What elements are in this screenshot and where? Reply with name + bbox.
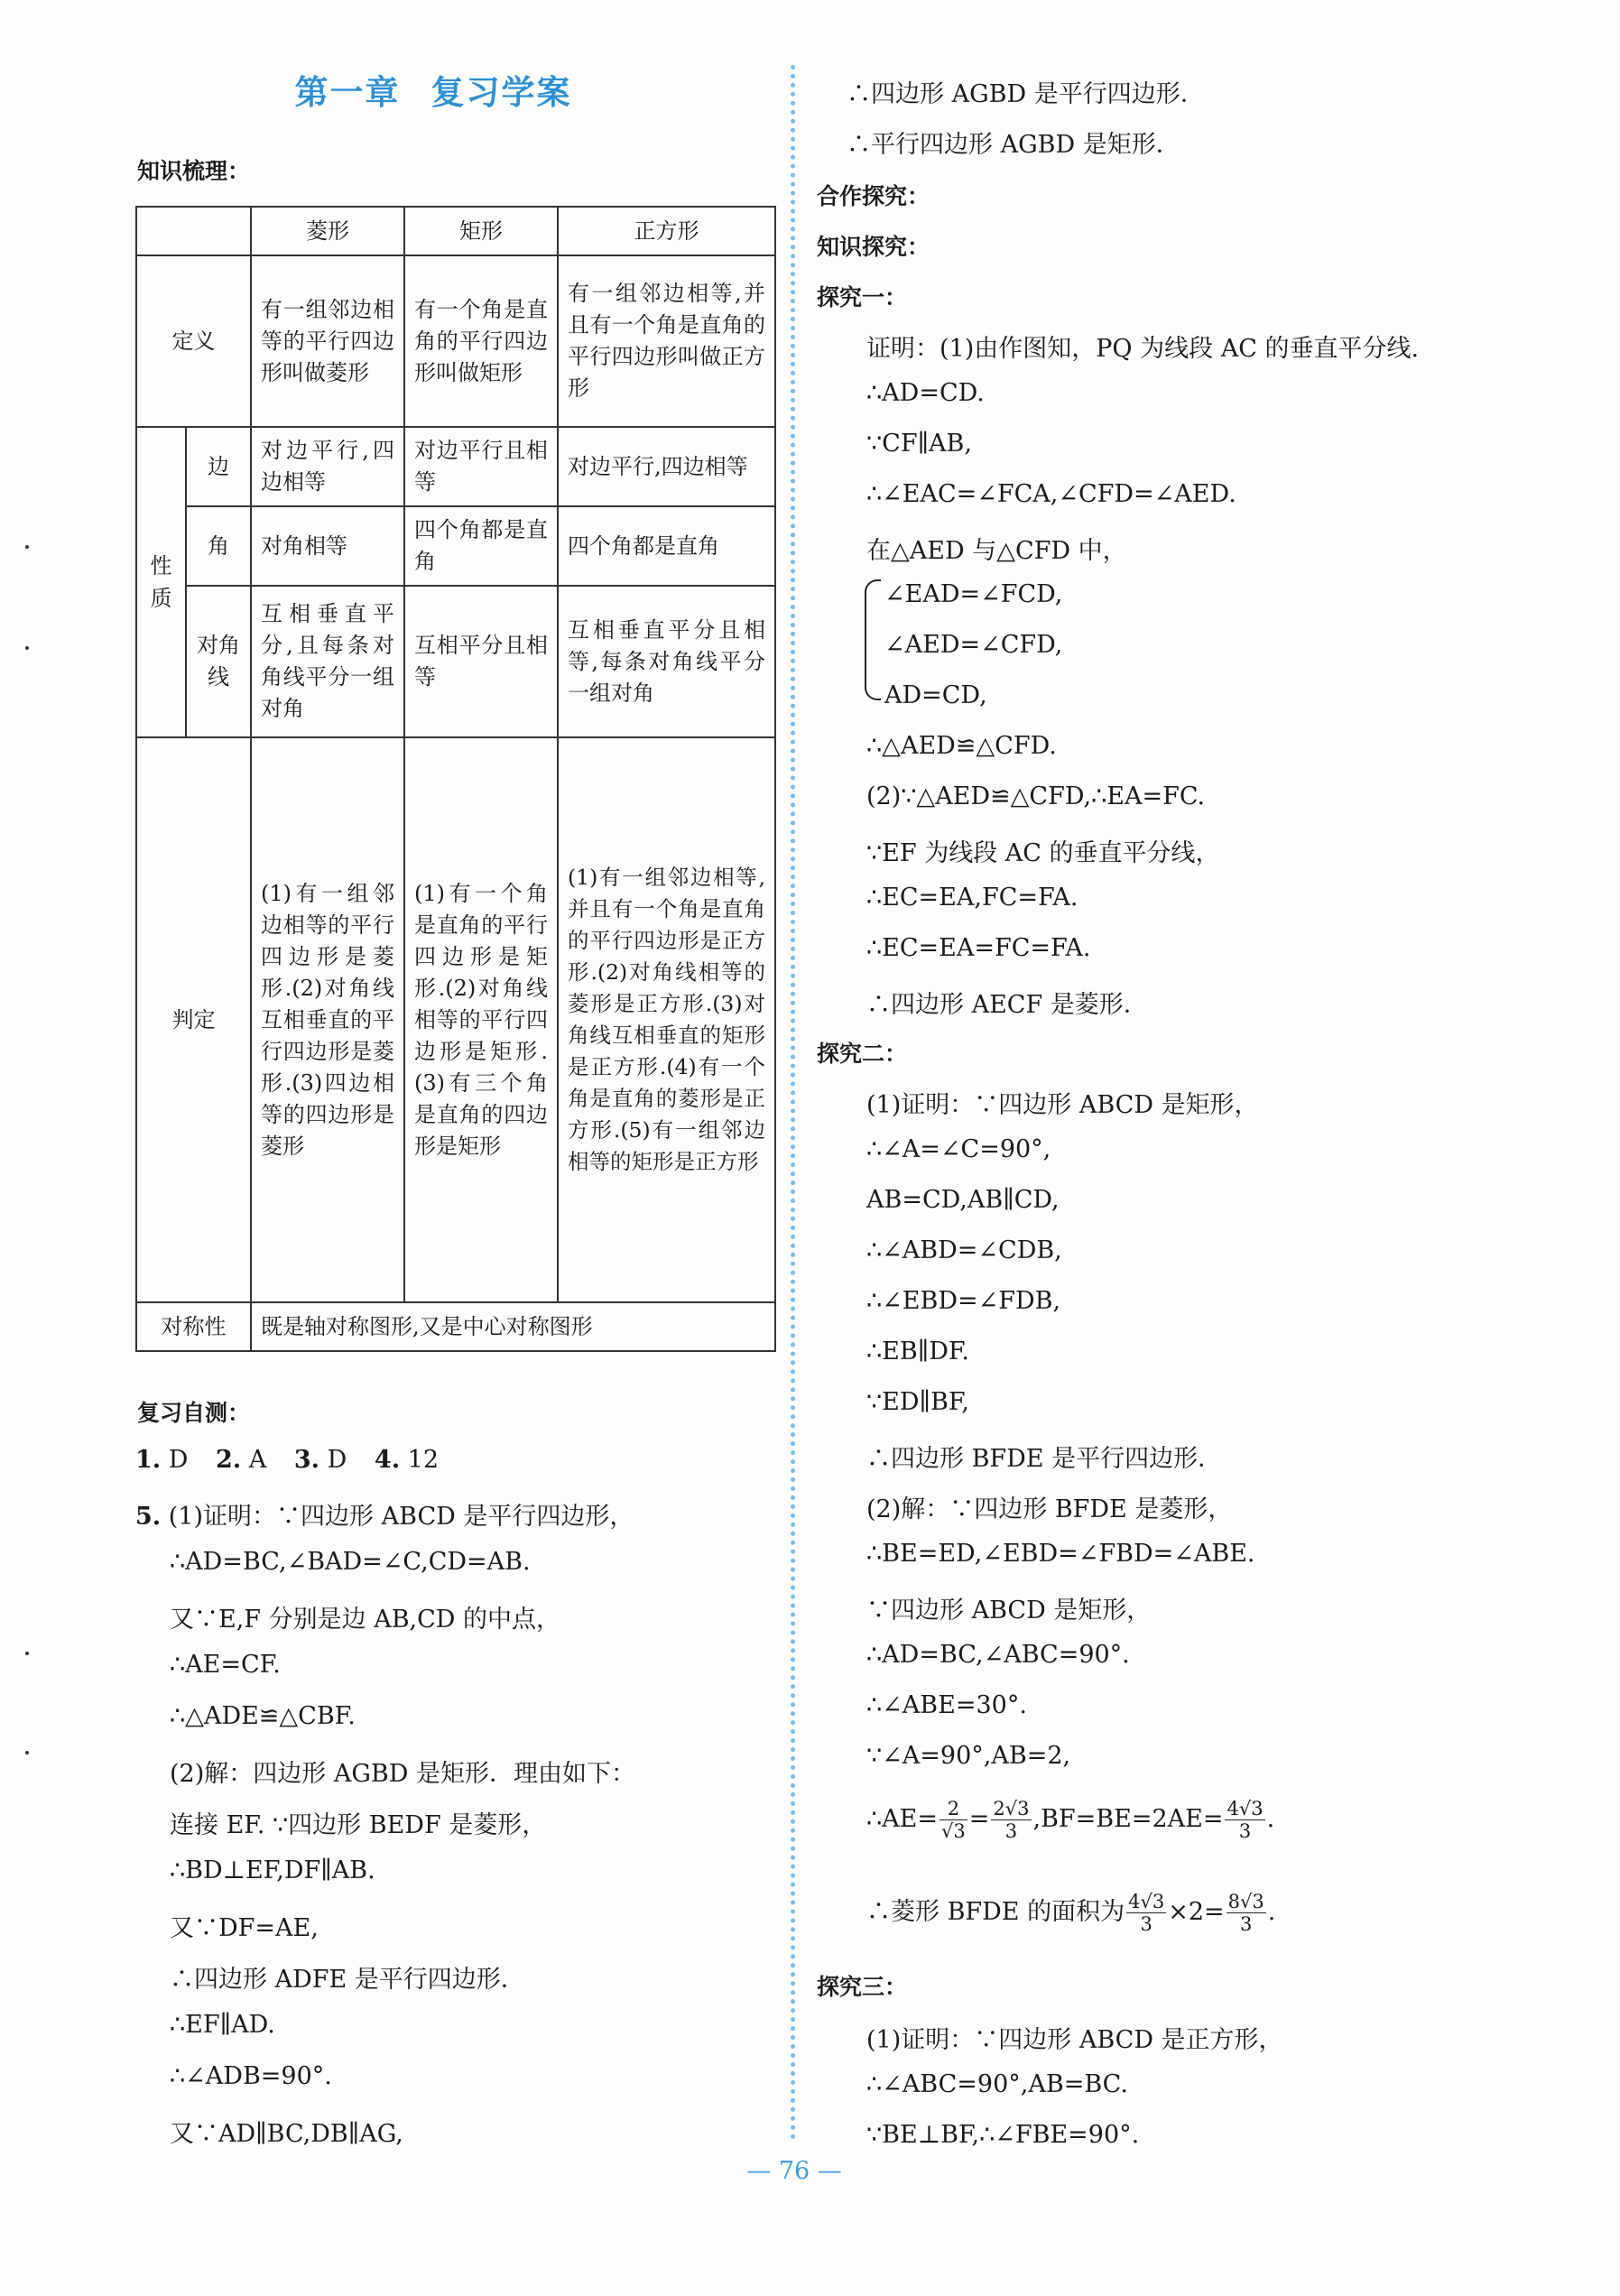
row-label-criteria: 判定 [136,737,251,1302]
explore3-line: (1)证明：∵四边形 ABCD 是正方形， [866,2026,1283,2054]
explore1-line: AD=CD, [884,681,987,709]
explore1-line: ∵CF∥AB, [866,430,972,458]
column-divider [791,65,795,2141]
knowledge-heading: 知识梳理： [137,158,251,184]
page-number: — 76 — [746,2157,842,2185]
explore-three-heading: 探究三： [817,1974,908,2000]
explore1-line: ∴四边形 AECF 是菱形． [866,991,1148,1019]
definition-square: 有一组邻边相等,并且有一个角是直角的平行四边形叫做正方形 [558,255,775,427]
margin-dot [25,1751,29,1754]
explore2-line: (2)解：∵四边形 BFDE 是菱形， [866,1495,1233,1523]
symmetry-text: 既是轴对称图形,又是中心对称图形 [251,1302,775,1351]
explore2-line: ∴∠ABD=∠CDB, [866,1236,1062,1264]
knowledge-explore-heading: 知识探究： [817,234,930,260]
cooperation-heading: 合作探究： [817,183,930,209]
row-label-angles: 角 [186,506,251,586]
explore1-line: ∠EAD=∠FCD, [884,580,1063,608]
area-equation: ∴菱形 BFDE 的面积为 $\frac{4√3}{3}$ ×2= $\frac{8√3}{3}$ . [866,1891,1276,1935]
self-test-heading: 复习自测： [137,1400,251,1426]
row-label-symmetry: 对称性 [136,1302,251,1351]
explore1-line: 证明：(1)由作图知，PQ 为线段 AC 的垂直平分线. [866,335,1420,363]
knowledge-table [135,206,776,1352]
q5-line: ∴BD⊥EF,DF∥AB. [170,1856,375,1884]
explore1-line: ∵EF 为线段 AC 的垂直平分线， [866,839,1220,867]
q5-line: 又∵DF=AE, [170,1914,319,1942]
brace-symbol [865,579,881,700]
explore2-line: ∴∠A=∠C=90°, [866,1135,1051,1163]
q5-line: ∴AD=BC,∠BAD=∠C,CD=AB. [170,1548,531,1576]
definition-rectangle: 有一个角是直角的平行四边形叫做矩形 [404,255,558,427]
row-label-properties: 性质 [136,427,186,737]
margin-dot [25,1652,29,1655]
header-rectangle: 矩形 [404,207,558,255]
row-label-sides: 边 [186,427,251,506]
q5-line: 又∵AD∥BC,DB∥AG, [170,2120,403,2148]
criteria-rectangle: (1)有一个角是直角的平行四边形是矩形.(2)对角线相等的平行四边形是矩形.(3)有三个角是直角的四边形是矩形 [404,737,558,1302]
explore1-line: ∴∠EAC=∠FCA,∠CFD=∠AED. [866,480,1236,508]
explore2-line: ∴BE=ED,∠EBD=∠FBD=∠ABE. [866,1540,1255,1568]
criteria-square: (1)有一组邻边相等,并且有一个角是直角的平行四边形是正方形.(2)对角线相等的菱形是正方形.(3)对角线互相垂直的矩形是正方形.(4)有一个角是直角的菱形是正方形.(5)有一组邻边相等的矩形是正方形 [558,737,775,1302]
explore2-line: ∴四边形 BFDE 是平行四边形． [866,1445,1223,1473]
explore2-line: ∵四边形 ABCD 是矩形， [866,1597,1152,1625]
explore2-line: (1)证明：∵四边形 ABCD 是矩形， [866,1091,1259,1119]
header-rhombus: 菱形 [251,207,404,255]
explore3-line: ∴∠ABC=90°,AB=BC. [866,2070,1128,2098]
explore2-line: ∵ED∥BF, [866,1388,969,1416]
angles-rhombus: 对角相等 [251,506,404,586]
explore2-line: AB=CD,AB∥CD, [866,1186,1060,1214]
sides-rhombus: 对边平行,四边相等 [251,427,404,506]
row-label-diagonals: 对角线 [186,586,251,737]
margin-dot [25,545,29,549]
right-line: ∴四边形 AGBD 是平行四边形． [847,80,1205,108]
definition-rhombus: 有一组邻边相等的平行四边形叫做菱形 [251,255,404,427]
sides-square: 对边平行,四边相等 [558,427,775,506]
explore2-line: ∴∠ABE=30°. [866,1691,1027,1719]
diagonals-rectangle: 互相平分且相等 [404,586,558,737]
explore1-line: ∴EC=EA,FC=FA. [866,884,1078,912]
sides-rectangle: 对边平行且相等 [404,427,558,506]
angles-square: 四个角都是直角 [558,506,775,586]
explore2-line: ∴EB∥DF. [866,1338,969,1366]
q5-line: (2)解：四边形 AGBD 是矩形．理由如下： [170,1760,635,1788]
q5-line: ∴△ADE≌△CBF. [170,1702,356,1730]
explore2-line: ∴∠EBD=∠FDB, [866,1287,1061,1315]
margin-dot [25,646,29,650]
explore1-line: (2)∵△AED≌△CFD,∴EA=FC. [866,782,1206,810]
explore1-line: ∴EC=EA=FC=FA. [866,934,1091,962]
q5-line: 连接 EF. ∵四边形 BEDF 是菱形， [170,1811,547,1839]
explore1-line: ∠AED=∠CFD, [884,631,1063,659]
explore3-line: ∵BE⊥BF,∴∠FBE=90°. [866,2121,1140,2149]
q5-line: ∴∠ADB=90°. [170,2062,332,2090]
explore-one-heading: 探究一： [817,284,908,310]
explore-two-heading: 探究二： [817,1041,908,1067]
explore2-line: ∵∠A=90°,AB=2, [866,1742,1071,1770]
q5-line: ∴AE=CF. [170,1651,281,1679]
q5-line: 又∵E,F 分别是边 AB,CD 的中点， [170,1606,561,1634]
explore1-line: ∴△AED≌△CFD. [866,732,1057,760]
header-square: 正方形 [558,207,775,255]
ae-equation: ∴AE= $\frac{2}{√3}$ = $\frac{2√3}{3}$ ,BF=BE=2AE= $\frac{4√3}{3}$ . [866,1798,1275,1842]
header-empty [136,207,251,255]
angles-rectangle: 四个角都是直角 [404,506,558,586]
row-label-definition: 定义 [136,255,251,427]
explore1-line: ∴AD=CD. [866,379,985,407]
criteria-rhombus: (1)有一组邻边相等的平行四边形是菱形.(2)对角线互相垂直的平行四边形是菱形.(3)四边相等的四边形是菱形 [251,737,404,1302]
right-line: ∴平行四边形 AGBD 是矩形． [847,131,1180,159]
q5-line: 5. (1)证明：∵四边形 ABCD 是平行四边形， [135,1503,634,1531]
diagonals-square: 互相垂直平分且相等,每条对角线平分一组对角 [558,586,775,737]
explore1-line: 在△AED 与△CFD 中， [866,537,1127,565]
chapter-title: 复习学案 [430,73,572,112]
short-answers: 1. D 2. A 3. D 4. 12 [135,1446,440,1474]
page-title [135,65,731,114]
q5-line: ∴四边形 ADFE 是平行四边形． [170,1966,525,1994]
explore2-line: ∴AD=BC,∠ABC=90°. [866,1641,1130,1669]
q5-line: ∴EF∥AD. [170,2011,275,2039]
diagonals-rhombus: 互相垂直平分,且每条对角线平分一组对角 [251,586,404,737]
chapter-label: 第一章 [294,73,401,112]
